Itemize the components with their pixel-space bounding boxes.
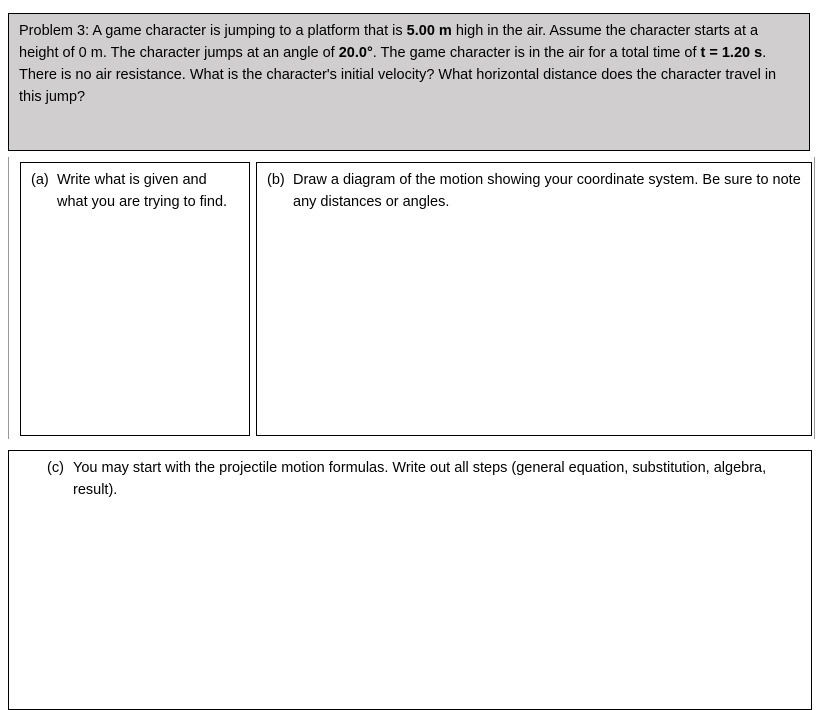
part-c-answer-box[interactable]: [8, 450, 812, 710]
problem-statement: [8, 13, 810, 151]
air-time: t = 1.20 s: [700, 45, 763, 61]
problem-text-5: There is no air resistance. What is the character's initial velocity? What horizontal distance does the character travel in this jump?: [19, 67, 777, 105]
part-a-answer-box[interactable]: [20, 162, 250, 436]
part-b-marker: (b): [267, 172, 285, 188]
part-c-text: You may start with the projectile motion formulas. Write out all steps (general equation, substitution, algebra, result).: [73, 460, 767, 498]
part-a-prompt: [21, 163, 249, 213]
problem-text-3: . The game character is in the air for a total time of: [372, 45, 701, 61]
part-a-marker: (a): [31, 172, 49, 188]
part-b-prompt: [257, 163, 811, 213]
part-b-text: Draw a diagram of the motion showing your coordinate system. Be sure to note any distances or angles.: [293, 172, 801, 210]
problem-text-1: Problem 3: A game character is jumping to a platform that is: [19, 23, 407, 39]
part-c-marker: (c): [47, 460, 64, 476]
platform-height: 5.00 m: [406, 23, 452, 39]
part-b-answer-box[interactable]: [256, 162, 812, 436]
jump-angle: 20.0°: [338, 45, 373, 61]
part-c-prompt: [9, 451, 811, 501]
part-a-text: Write what is given and what you are trying to find.: [57, 172, 228, 210]
problem-text-4: .: [762, 45, 767, 61]
problem-text-2: high in the air. Assume the character starts at a height of 0 m. The character jumps at an angle of: [19, 23, 759, 61]
